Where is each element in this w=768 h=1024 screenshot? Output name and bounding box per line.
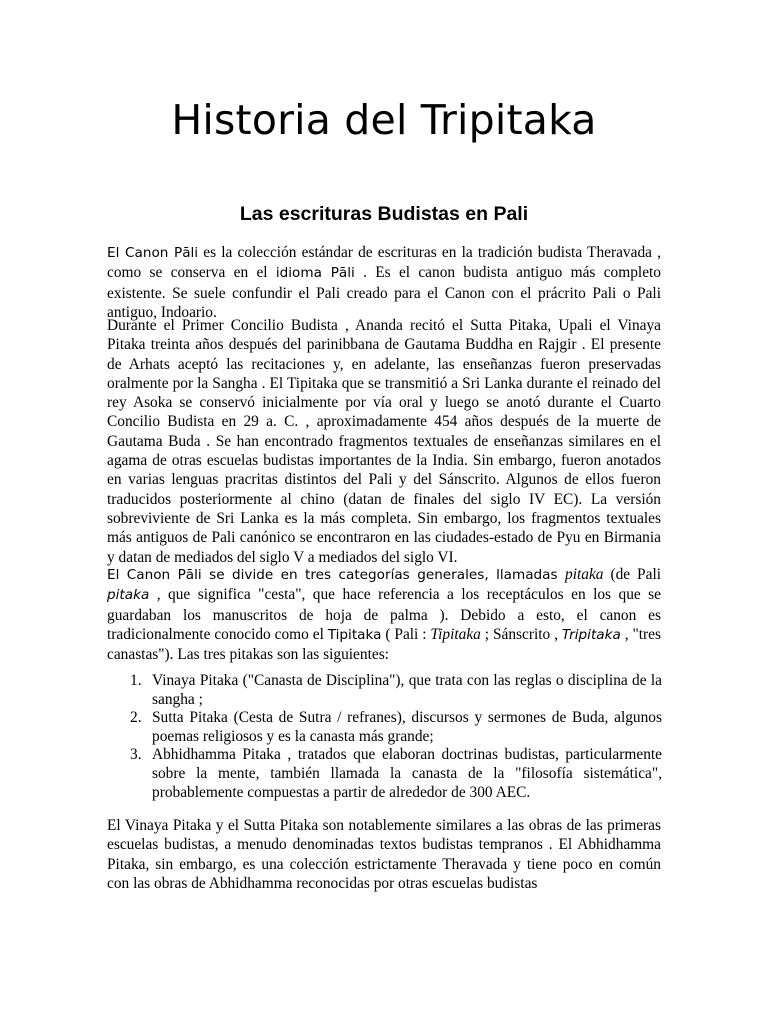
list-number: 2. xyxy=(130,709,142,727)
list-item xyxy=(122,709,662,746)
paragraph-text: (de Pali xyxy=(603,566,661,583)
paragraph-text: El Canon Pāli se divide en tres categorías generales, llamadas xyxy=(107,567,565,583)
list-item xyxy=(122,746,662,802)
paragraph-text: , que significa "cesta", que hace referencia a los receptáculos en los que se guardaban los manuscritos de hoja de palma ). Debido a esto, el canon es tradicionalmente conocido como el xyxy=(107,586,661,643)
document-title: Historia del Tripitaka xyxy=(171,96,597,144)
paragraph-primer-concilio: Durante el Primer Concilio Budista , Ananda recitó el Sutta Pitaka, Upali el Vinaya Pitaka treinta años después del parinibbana de Gautama Buddha en Rajgir . El presente de Arhats aceptó las recitaciones y, en adelante, las enseñanzas fueron preservadas oralmente por la Sangha . El Tipitaka que se transmitió a Sri Lanka durante el reinado del rey Asoka se conservó inicialmente por vía oral y luego se anotó durante el Cuarto Concilio Budista en 29 a. C. , aproximadamente 454 años después de la muerte de Gautama Buda . Se han encontrado fragmentos textuales de enseñanzas similares en el agama de otras escuelas budistas importantes de la India. Sin embargo, fueron anotados en varias lenguas pracritas distintos del Pali y del Sánscrito. Algunos de ellos fueron traducidos posteriormente al chino (datan de finales del siglo IV EC). La versión sobreviviente de Sri Lanka es la más completa. Sin embargo, los fragmentos textuales más antiguos de Pali canónico se encontraron en las ciudades-estado de Pyu en Birmania y datan de mediados del siglo V a mediados del siglo VI. xyxy=(107,317,661,566)
term-tripitaka: Tripitaka xyxy=(561,626,621,643)
paragraph-text: , "tres canastas"). Las tres pitakas son las siguientes: xyxy=(107,625,661,664)
paragraph-vinaya-sutta: El Vinaya Pitaka y el Sutta Pitaka son notablemente similares a las obras de las primeras escuelas budistas, a menudo denominadas textos budistas tempranos . El Abhidhamma Pitaka, sin embargo, es una colección estrictamente Theravada y tiene poco en común con las obras de Abhidhamma reconocidas por otras escuelas budistas xyxy=(107,817,661,892)
list-item-text: Vinaya Pitaka ("Canasta de Disciplina"), que trata con las reglas o disciplina de la sangha ; xyxy=(152,672,662,708)
paragraph-categorias xyxy=(107,565,661,664)
term-idioma-pali: idioma Pāli xyxy=(275,265,355,282)
paragraph-text: . Es el canon budista antiguo más completo existente. Se suele confundir el Pali creado para el Canon con el prácrito Pali o Pali antiguo, Indoario. xyxy=(107,264,661,321)
paragraph-text: ( Pali : xyxy=(381,625,431,643)
pitakas-list xyxy=(122,672,662,802)
paragraph-text: es la colección estándar de escrituras en la tradición budista Theravada , como se conserva en el xyxy=(107,244,661,282)
term-pitaka: pitaka xyxy=(107,587,150,604)
list-item-text: Abhidhamma Pitaka , tratados que elaboran doctrinas budistas, particularmente sobre la mente, también llamada la canasta de la "filosofía sistemática", probablemente compuestas a partir de alrededor de 300 AEC. xyxy=(152,746,662,801)
term-pitaka: pitaka xyxy=(565,566,604,583)
list-item xyxy=(122,672,662,709)
section-heading: Las escrituras Budistas en Pali xyxy=(239,203,529,225)
list-item-text: Sutta Pitaka (Cesta de Sutra / refranes), discursos y sermones de Buda, algunos poemas religiosos y es la canasta más grande; xyxy=(152,709,662,745)
term-tipitaka: Tipitaka xyxy=(430,625,481,643)
term-canon-pali: El Canon Pāli xyxy=(107,245,199,261)
paragraph-text: ; Sánscrito , xyxy=(480,625,562,643)
list-number: 1. xyxy=(130,672,142,689)
list-number: 3. xyxy=(130,746,142,764)
paragraph-canon-pali xyxy=(107,243,661,322)
term-tipitaka: Tipitaka xyxy=(327,626,382,643)
